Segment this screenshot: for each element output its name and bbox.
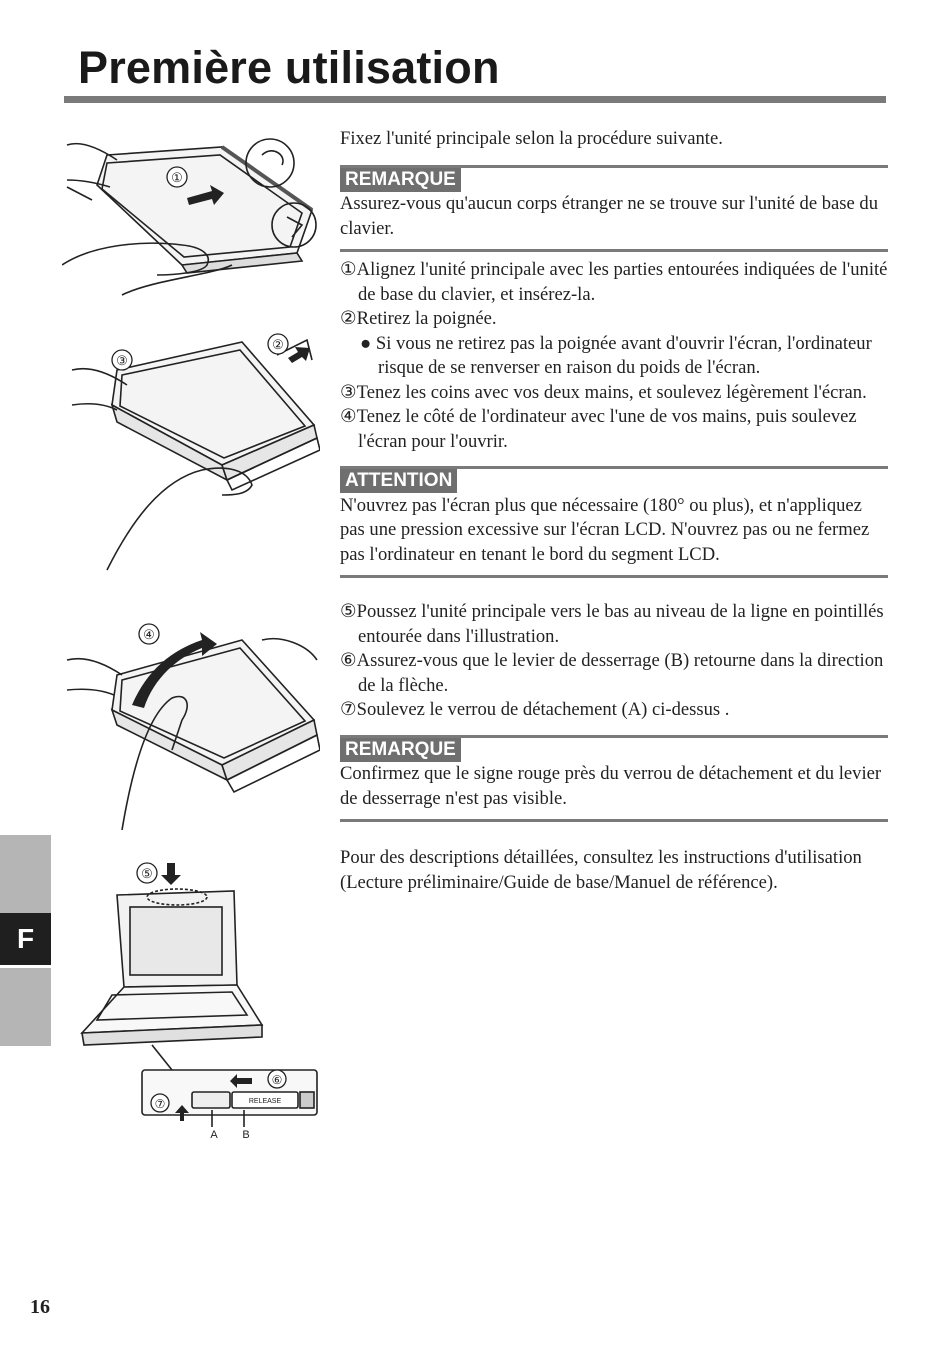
page-number: 16 (30, 1296, 50, 1318)
step-2-text: ②Retirez la poignée. (340, 308, 497, 329)
illustration-remove-handle (62, 330, 320, 575)
step-5-text: ⑤Poussez l'unité principale vers le bas au niveau de la ligne en pointillés entourée dans l'illustration. (340, 601, 884, 647)
title-rule (64, 96, 886, 103)
note2-text: Confirmez que le signe rouge près du verrou de détachement et du levier de desserrage n'est pas visible. (340, 763, 882, 809)
step-1-text: ①Alignez l'unité principale avec les parties entourées indiquées de l'unité de base du clavier, et insérez-la. (340, 259, 888, 305)
label-a: A (210, 1129, 218, 1141)
caution-text: N'ouvrez pas l'écran plus que nécessaire (180° ou plus), et n'appliquez pas une pression excessive sur l'écran LCD. N'ouvrez pas ou ne fermez pas l'ordinateur en tenant le bord du segment LCD. (340, 494, 870, 565)
label-b: B (242, 1129, 250, 1141)
step-3-marker: ③ (116, 353, 128, 368)
illustration-release-lock (62, 855, 320, 1145)
step-2-marker: ② (272, 337, 284, 352)
step-6-marker: ⑥ (271, 1073, 283, 1087)
step-7-text: ⑦Soulevez le verrou de détachement (A) ci-dessus . (340, 699, 730, 720)
closing-text: Pour des descriptions détaillées, consultez les instructions d'utilisation (Lecture préliminaire/Guide de base/Manuel de référence). (340, 847, 862, 893)
intro-text: Fixez l'unité principale selon la procédure suivante. (340, 128, 723, 149)
note2-label: REMARQUE (340, 738, 461, 762)
step-7-marker: ⑦ (154, 1097, 166, 1111)
instructions-column (340, 127, 888, 895)
section-tab-f: F (0, 913, 51, 965)
note1-bottom-rule (340, 249, 888, 252)
section-tabs (0, 835, 51, 1046)
illustration-insert-unit (62, 125, 320, 300)
illustration-open-screen (62, 620, 320, 835)
step-5-marker: ⑤ (141, 866, 153, 881)
release-label: RELEASE (248, 1098, 282, 1105)
step-1-marker: ① (171, 170, 183, 185)
note1-text: Assurez-vous qu'aucun corps étranger ne se trouve sur l'unité de base du clavier. (340, 193, 879, 239)
page-title: Première utilisation (78, 42, 500, 93)
step-3-text: ③Tenez les coins avec vos deux mains, et soulevez légèrement l'écran. (340, 381, 867, 403)
section-tab-lower (0, 968, 51, 1046)
note2-bottom-rule (340, 819, 888, 822)
note1-label: REMARQUE (340, 168, 461, 192)
step-4-marker: ④ (143, 627, 155, 642)
section-tab-upper (0, 835, 51, 913)
step-4-text: ④Tenez le côté de l'ordinateur avec l'une de vos mains, puis soulevez l'écran pour l'ouvrir. (340, 406, 857, 452)
handle-warning-bullet: ● Si vous ne retirez pas la poignée avant d'ouvrir l'écran, l'ordinateur risque de se renverser en raison du poids de l'écran. (360, 332, 872, 378)
step-6-text: ⑥Assurez-vous que le levier de desserrage (B) retourne dans la direction de la flèche. (340, 650, 884, 696)
caution-bottom-rule (340, 575, 888, 578)
caution-label: ATTENTION (340, 469, 457, 493)
